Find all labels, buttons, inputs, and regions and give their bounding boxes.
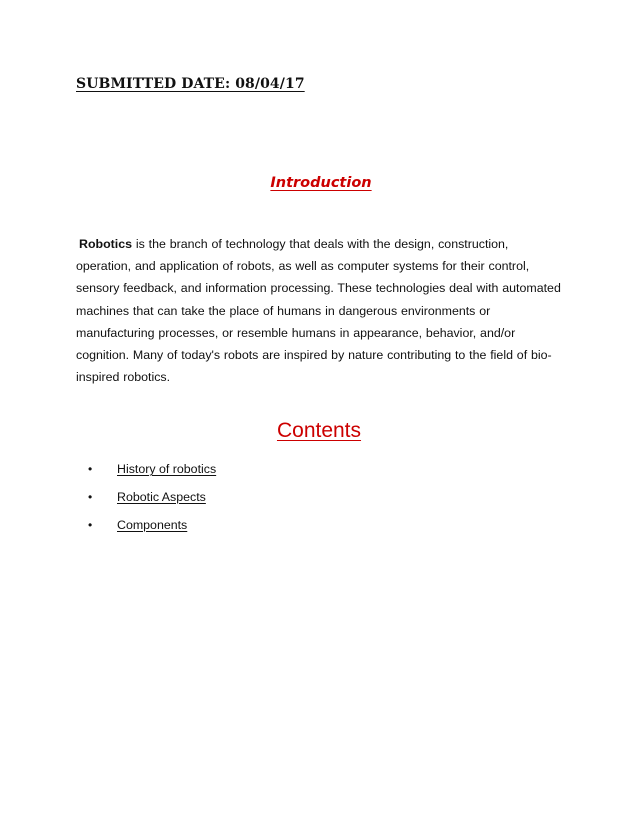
paragraph-line: inspired robotics. [76,370,171,385]
paragraph-line: operation, and application of robots, as well as computer systems for their control, [76,259,530,274]
contents-item-history [88,459,216,487]
lead-term: Robotics [79,237,133,251]
contents-item-aspects [88,487,216,515]
link-components[interactable]: Components [117,518,188,532]
paragraph-line: manufacturing processes, or resemble humans in appearance, behavior, and/or [76,325,516,340]
link-history-of-robotics[interactable]: History of robotics [117,462,217,476]
bullet-icon: • [88,462,93,476]
submitted-date: SUBMITTED DATE: 08/04/17 [76,76,305,92]
contents-item-components [88,515,216,543]
line-text: is the branch of technology that deals with the design, construction, [132,237,509,251]
paragraph-line: machines that can take the place of humans in dangerous environments or [76,303,491,318]
contents-list [88,459,216,543]
contents-heading: Contents [276,419,362,442]
introduction-paragraph [76,233,568,388]
bullet-icon: • [88,490,93,504]
bullet-icon: • [88,518,93,532]
paragraph-line: cognition. Many of today's robots are inspired by nature contributing to the field of bio- [76,348,552,363]
paragraph-line [76,233,568,255]
introduction-heading: Introduction [270,175,372,191]
paragraph-line: sensory feedback, and information processing. These technologies deal with automated [76,281,561,296]
link-robotic-aspects[interactable]: Robotic Aspects [117,490,206,504]
